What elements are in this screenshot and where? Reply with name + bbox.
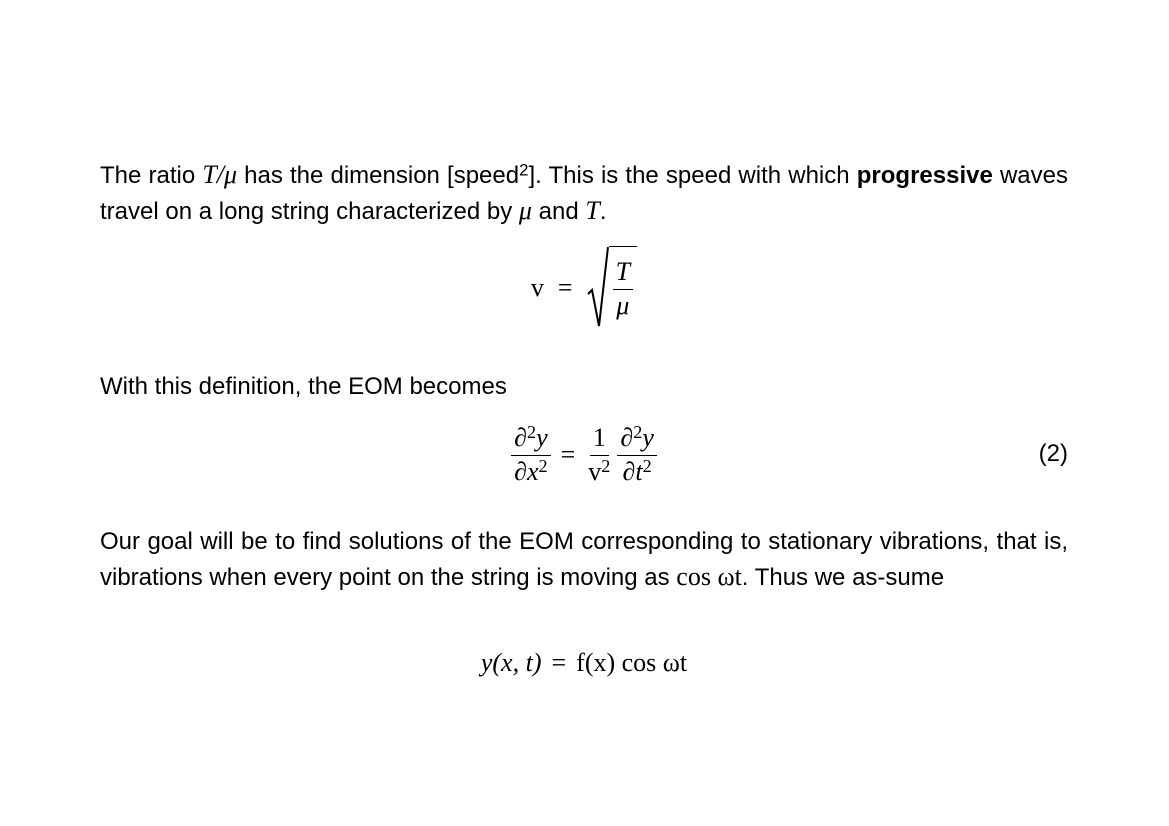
text: . (599, 198, 607, 225)
radicand (609, 246, 637, 330)
paragraph-eom-intro: With this definition, the EOM becomes (100, 373, 507, 400)
text: ]. This is the speed with which (528, 162, 857, 189)
eq-relation: = (560, 440, 576, 469)
eq-relation: = (557, 273, 573, 302)
variable: y (642, 422, 654, 452)
partial-symbol: ∂ (620, 422, 634, 452)
square-root (587, 246, 637, 330)
equation-number: (2) (1038, 440, 1068, 467)
denominator: μ (616, 291, 630, 320)
math-T: T (585, 196, 600, 225)
numerator: 1 (590, 424, 609, 456)
equation-wave (100, 416, 1068, 494)
math-mu: μ (518, 196, 532, 225)
bold-term: progressive (856, 162, 993, 189)
text: The ratio (100, 162, 203, 189)
eq-relation: = (551, 648, 567, 677)
equation-ansatz (100, 643, 1068, 683)
equation-speed (100, 244, 1068, 332)
variable: v (588, 456, 602, 486)
radical-sign-icon (587, 246, 609, 330)
text: waves travel on a long string characterized by (100, 162, 1068, 225)
text: . Thus we as-sume (741, 564, 945, 591)
fraction-rhs (617, 421, 657, 486)
numerator: T (613, 258, 633, 290)
text: has the dimension [speed (237, 162, 520, 189)
superscript: 2 (519, 160, 529, 180)
variable: y (536, 422, 548, 452)
eq-rhs: f(x) cos ωt (576, 648, 688, 677)
exponent: 2 (601, 455, 611, 476)
fraction-coefficient (585, 424, 613, 486)
text: Our goal will be to find solutions of the EOM corresponding to stationary vibrations, that is, vibrations when every point on the string is moving as (100, 528, 1068, 591)
exponent: 2 (526, 421, 537, 442)
math-cos-omega-t: cos ωt (676, 562, 742, 591)
partial-symbol: ∂ (514, 456, 527, 486)
exponent: 2 (538, 455, 548, 476)
fraction (613, 258, 633, 320)
variable: x (526, 456, 539, 486)
eq-lhs: y(x, t) (480, 648, 542, 677)
fraction-lhs (511, 421, 551, 486)
text: and (531, 198, 586, 225)
math-ratio: T/μ (202, 160, 238, 189)
variable: t (635, 456, 643, 486)
exponent: 2 (633, 421, 643, 442)
paragraph-wave-speed (100, 157, 1068, 229)
partial-symbol: ∂ (622, 456, 636, 486)
partial-symbol: ∂ (514, 422, 527, 452)
eq-lhs: v (530, 273, 544, 302)
exponent: 2 (642, 455, 652, 476)
paragraph-stationary (100, 524, 1068, 595)
